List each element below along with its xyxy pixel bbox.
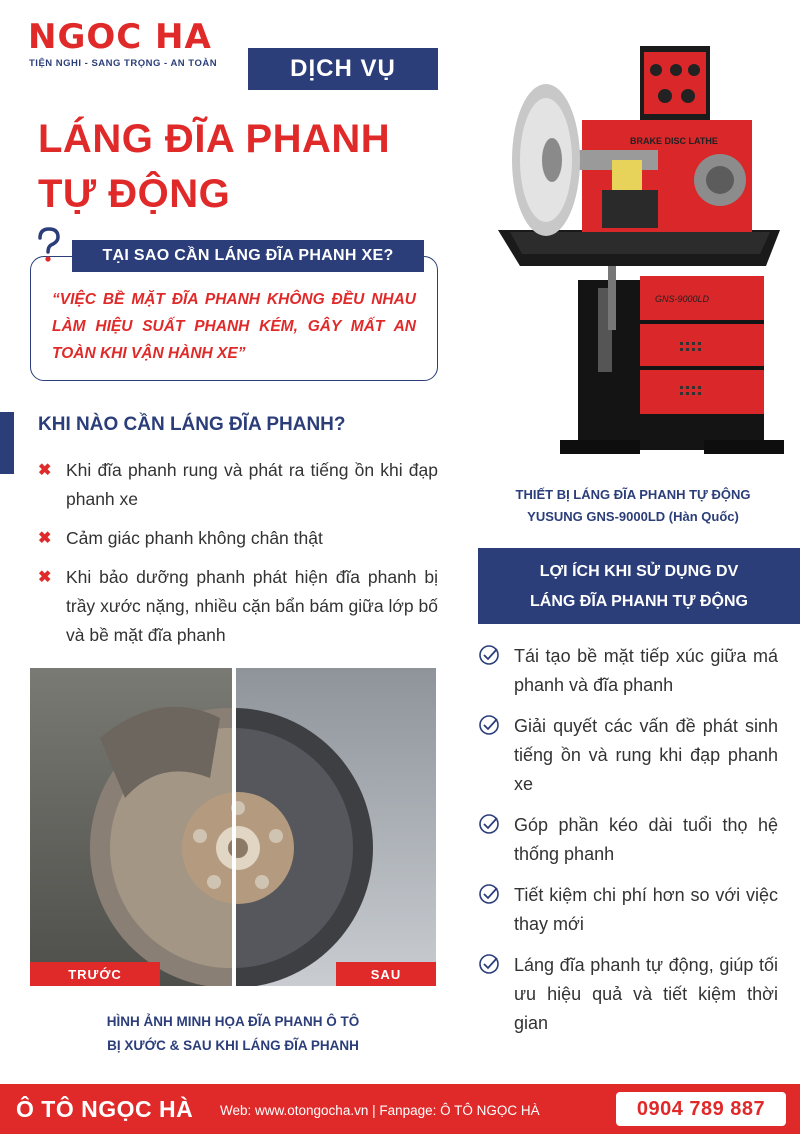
why-quote: “VIỆC BỀ MẶT ĐĨA PHANH KHÔNG ĐỀU NHAU LÀM HIỆU SUẤT PHANH KÉM, GÂY MẤT AN TOÀN KHI VẬN HÀNH XE” [52, 291, 416, 362]
check-icon [478, 813, 500, 835]
after-label: SAU [336, 962, 436, 986]
list-item: Tiết kiệm chi phí hơn so với việc thay mới [478, 881, 778, 939]
list-item: ✖ Khi bảo dưỡng phanh phát hiện đĩa phanh bị trầy xước nặng, nhiều cặn bẩn bám giữa lớp bố và bề mặt đĩa phanh [38, 563, 438, 650]
title-line-2: TỰ ĐỘNG [38, 172, 231, 216]
when-heading: KHI NÀO CẦN LÁNG ĐĨA PHANH? [38, 414, 346, 435]
before-label: TRƯỚC [30, 962, 160, 986]
machine-caption-line-1: THIẾT BỊ LÁNG ĐĨA PHANH TỰ ĐỘNG [515, 487, 751, 502]
photo-caption [30, 1010, 436, 1058]
benefits-heading [478, 548, 800, 624]
list-item: ✖ Khi đĩa phanh rung và phát ra tiếng ồn khi đạp phanh xe [38, 456, 438, 514]
lathe-panel-label: BRAKE DISC LATHE [630, 136, 718, 146]
cross-icon: ✖ [38, 569, 52, 586]
benefits-list [478, 642, 778, 1050]
photo-caption-line-1: HÌNH ẢNH MINH HỌA ĐĨA PHANH Ô TÔ [106, 1014, 360, 1029]
page-title [38, 112, 390, 222]
drawer-label: GNS-9000LD [655, 294, 710, 304]
why-heading: TẠI SAO CẦN LÁNG ĐĨA PHANH XE? [72, 240, 424, 272]
cross-icon: ✖ [38, 530, 52, 547]
footer-brand: Ô TÔ NGỌC HÀ [16, 1096, 194, 1122]
list-item: Góp phần kéo dài tuổi thọ hệ thống phanh [478, 811, 778, 869]
brand-logo [28, 17, 212, 57]
hotline-phone[interactable]: 0904 789 887 [616, 1092, 786, 1126]
question-icon [34, 226, 64, 274]
photo-caption-line-2: BỊ XƯỚC & SAU KHI LÁNG ĐĨA PHANH [107, 1038, 359, 1053]
logo-tagline: TIỆN NGHI - SANG TRỌNG - AN TOÀN [29, 58, 218, 69]
footer-contact-info[interactable]: Web: www.otongocha.vn | Fanpage: Ô TÔ NGỌC HÀ [220, 1103, 540, 1118]
check-icon [478, 714, 500, 736]
benefits-heading-line-1: LỢI ÍCH KHI SỬ DỤNG DV [539, 563, 739, 580]
machine-caption-line-2: YUSUNG GNS-9000LD (Hàn Quốc) [527, 509, 739, 524]
when-list [38, 456, 438, 660]
section-marker [0, 412, 14, 474]
benefits-heading-line-2: LÁNG ĐĨA PHANH TỰ ĐỘNG [529, 593, 748, 610]
service-tag: DỊCH VỤ [248, 48, 438, 90]
list-item: Tái tạo bề mặt tiếp xúc giữa má phanh và đĩa phanh [478, 642, 778, 700]
logo-wordmark: NGOC HA [28, 17, 212, 57]
machine-caption [478, 484, 788, 528]
list-item: ✖ Cảm giác phanh không chân thật [38, 524, 438, 553]
brake-disc-photo [30, 668, 436, 986]
check-icon [478, 953, 500, 975]
list-item: Giải quyết các vấn đề phát sinh tiếng ồn và rung khi đạp phanh xe [478, 712, 778, 799]
title-line-1: LÁNG ĐĨA PHANH [38, 117, 391, 161]
check-icon [478, 644, 500, 666]
list-item: Láng đĩa phanh tự động, giúp tối ưu hiệu quả và tiết kiệm thời gian [478, 951, 778, 1038]
brake-lathe-image [490, 40, 790, 470]
cross-icon: ✖ [38, 462, 52, 479]
check-icon [478, 883, 500, 905]
